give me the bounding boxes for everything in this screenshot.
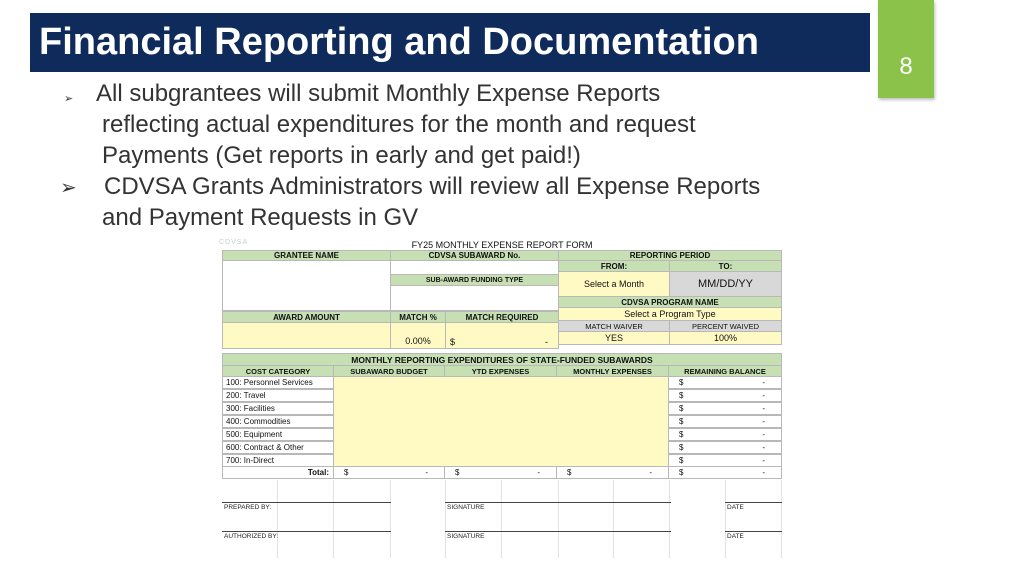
funding-type-field[interactable] (390, 285, 559, 311)
dollar-sign: $ (679, 417, 684, 426)
match-waiver-field[interactable] (558, 331, 670, 345)
bullet-line: All subgrantees will submit Monthly Expense Reports (96, 80, 661, 107)
percent-waived-value: 100% (713, 333, 738, 343)
remaining-balance-cell (668, 389, 782, 402)
bullet-line: CDVSA Grants Administrators will review all Expense Reports (104, 173, 761, 200)
date-label: DATE (727, 504, 744, 511)
percent-waived-header: PERCENT WAIVED (669, 320, 782, 332)
dash-value: - (762, 417, 765, 426)
authorized-by-label: AUTHORIZED BY: (224, 533, 279, 540)
dash-value: - (537, 468, 540, 477)
dollar-sign: $ (679, 468, 684, 477)
slide-title: Financial Reporting and Documentation (30, 13, 870, 72)
match-waiver-header: MATCH WAIVER (558, 320, 670, 332)
total-cell (333, 466, 445, 479)
slide-number: 8 (899, 53, 913, 80)
arrow-bullet-icon: ➢ (60, 177, 77, 199)
program-type-select[interactable] (558, 307, 782, 321)
dash-value: - (762, 391, 765, 400)
col-remaining-balance: REMAINING BALANCE (668, 365, 782, 377)
dash-value: - (762, 430, 765, 439)
category-row: 700: In-Direct (222, 454, 334, 467)
category-row: 400: Commodities (222, 415, 334, 428)
cdvsa-logo: CDVSA (219, 239, 249, 246)
category-row: 500: Equipment (222, 428, 334, 441)
authorized-by-line[interactable] (222, 531, 391, 532)
remaining-balance-cell (668, 441, 782, 454)
dollar-sign: $ (679, 404, 684, 413)
category-row: 200: Travel (222, 389, 334, 402)
program-type-value: Select a Program Type (624, 309, 716, 319)
from-month-value: Select a Month (583, 279, 645, 289)
dollar-sign: $ (679, 391, 684, 400)
grantee-name-field[interactable] (222, 260, 391, 311)
col-cost-category: COST CATEGORY (222, 365, 334, 377)
section-header: MONTHLY REPORTING EXPENDITURES OF STATE-FUNDED SUBAWARDS (222, 353, 782, 366)
total-label: Total: (222, 466, 334, 479)
date-line[interactable] (725, 502, 782, 503)
match-pct-header: MATCH % (390, 311, 446, 323)
dollar-sign: $ (679, 456, 684, 465)
form-title: FY25 MONTHLY EXPENSE REPORT FORM (411, 240, 593, 250)
remaining-balance-cell (668, 402, 782, 415)
bullet-item (60, 171, 860, 233)
col-ytd-expenses: YTD EXPENSES (444, 365, 557, 377)
prepared-by-label: PREPARED BY: (224, 504, 272, 511)
remaining-balance-cell (668, 428, 782, 441)
category-row: 100: Personnel Services (222, 376, 334, 389)
bullet-item (60, 78, 860, 171)
dash-value: - (649, 468, 652, 477)
category-row: 600: Contract & Other (222, 441, 334, 454)
dash-value: - (762, 378, 765, 387)
dollar-sign: $ (344, 468, 349, 477)
match-waiver-value: YES (604, 333, 623, 343)
program-name-header: CDVSA PROGRAM NAME (558, 296, 782, 308)
match-pct-value: 0.00% (405, 335, 431, 346)
prepared-by-line[interactable] (222, 502, 391, 503)
dollar-sign: $ (679, 378, 684, 387)
dash-value: - (425, 468, 428, 477)
dash-value: - (762, 404, 765, 413)
dollar-sign: $ (679, 443, 684, 452)
dollar-sign: $ (455, 468, 460, 477)
subaward-no-header: CDVSA SUBAWARD No. (390, 250, 559, 261)
award-amount-field[interactable] (222, 322, 391, 349)
to-label: TO: (669, 260, 782, 272)
dash-value: - (545, 337, 548, 347)
dollar-sign: $ (679, 430, 684, 439)
subaward-no-field[interactable] (390, 260, 559, 275)
date-line[interactable] (725, 531, 782, 532)
col-monthly-expenses: MONTHLY EXPENSES (556, 365, 669, 377)
remaining-balance-cell (668, 415, 782, 428)
grantee-name-header: GRANTEE NAME (222, 250, 391, 261)
dash-value: - (762, 468, 765, 477)
bullet-line: Payments (Get reports in early and get paid!) (102, 142, 581, 169)
signature-line[interactable] (445, 531, 671, 532)
reporting-period-header: REPORTING PERIOD (558, 250, 782, 261)
dollar-sign: $ (567, 468, 572, 477)
signature-label: SIGNATURE (447, 504, 485, 511)
date-label: DATE (727, 533, 744, 540)
total-cell (444, 466, 557, 479)
match-pct-field[interactable] (390, 322, 446, 349)
match-required-header: MATCH REQUIRED (445, 311, 559, 323)
bullet-line: reflecting actual expenditures for the month and request (102, 111, 696, 138)
dollar-sign: $ (450, 337, 456, 347)
to-date-field[interactable] (669, 271, 782, 297)
total-cell (556, 466, 669, 479)
budget-entry-area[interactable] (333, 376, 669, 467)
bullet-line: and Payment Requests in GV (102, 204, 419, 231)
dash-value: - (762, 456, 765, 465)
from-label: FROM: (558, 260, 670, 272)
dash-value: - (762, 443, 765, 452)
col-subaward-budget: SUBAWARD BUDGET (333, 365, 445, 377)
from-month-select[interactable] (558, 271, 670, 297)
percent-waived-field[interactable] (669, 331, 782, 345)
funding-type-header: SUB-AWARD FUNDING TYPE (390, 274, 559, 286)
total-cell (668, 466, 782, 479)
signature-line[interactable] (445, 502, 671, 503)
category-row: 300: Facilities (222, 402, 334, 415)
match-required-field[interactable] (445, 322, 559, 349)
remaining-balance-cell (668, 376, 782, 389)
signature-label: SIGNATURE (447, 533, 485, 540)
slide-number-badge (878, 0, 934, 98)
arrow-bullet-icon: ➢ (64, 93, 74, 105)
award-amount-header: AWARD AMOUNT (222, 311, 391, 323)
to-date-value: MM/DD/YY (698, 278, 753, 290)
bullet-list (60, 78, 860, 233)
expense-report-form (221, 238, 783, 558)
